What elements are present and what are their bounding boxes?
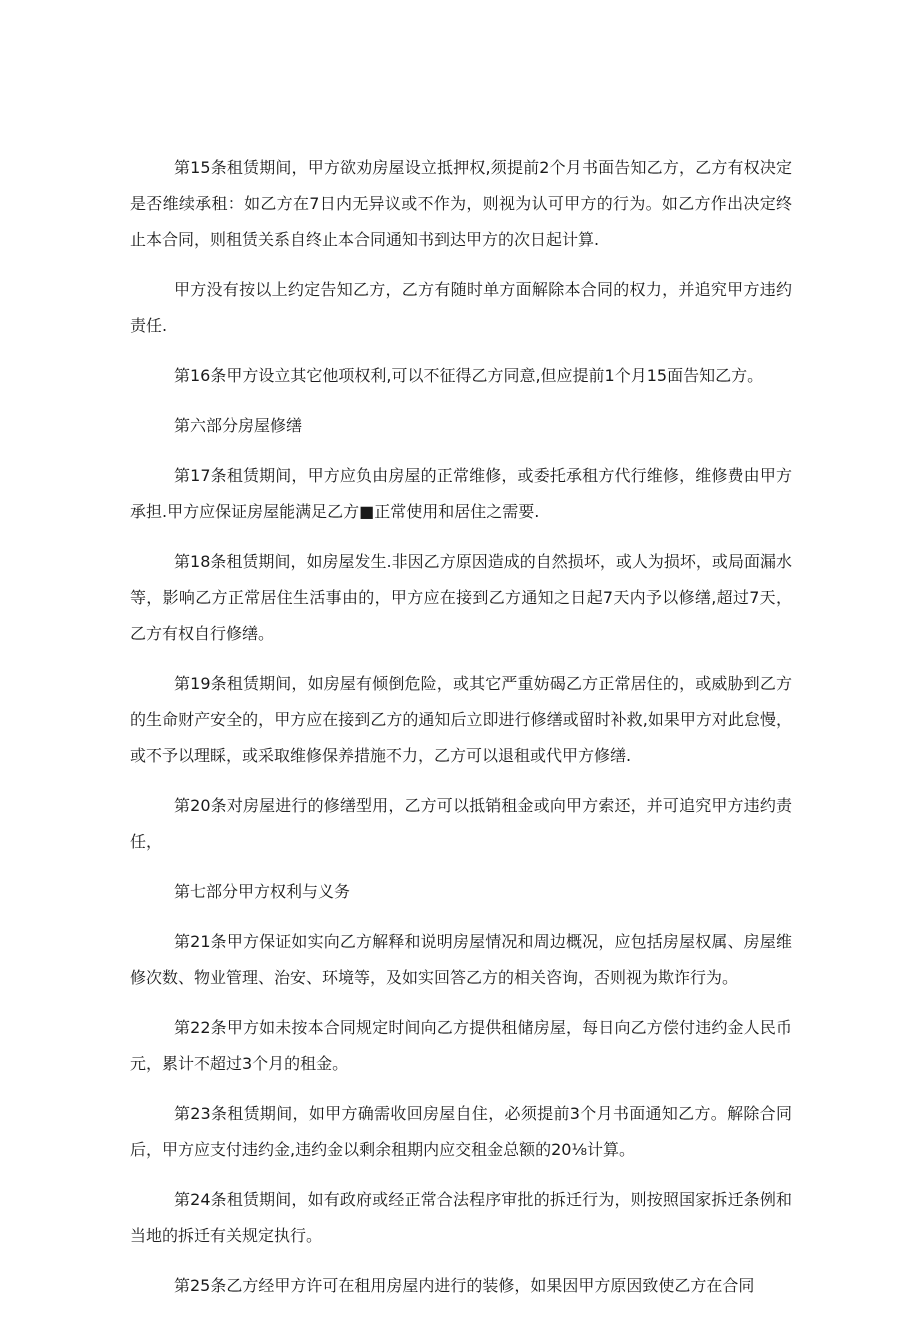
notice-breach-paragraph: 甲方没有按以上约定告知乙方，乙方有随时单方面解除本合同的权力，并追究甲方违约责任.: [130, 280, 792, 335]
article-24-paragraph: 第24条租赁期间，如有政府或经正常合法程序审批的拆迁行为，则按照国家拆迁条例和当地的拆迁有关规定执行。: [130, 1190, 792, 1245]
article-17-paragraph: 第17条租赁期间，甲方应负由房屋的正常维修，或委托承租方代行维修，维修费由甲方承担.甲方应保证房屋能满足乙方■正常使用和居住之需要.: [130, 466, 792, 521]
article-23-paragraph: 第23条租赁期间，如甲方确需收回房屋自住，必须提前3个月书面通知乙方。解除合同后，甲方应支付违约金,违约金以剩余租期内应交租金总额的20⅛计算。: [130, 1104, 792, 1159]
article-21-paragraph: 第21条甲方保证如实向乙方解释和说明房屋情况和周边概况，应包括房屋权属、房屋维修次数、物业管理、治安、环境等，及如实回答乙方的相关咨询，否则视为欺诈行为。: [130, 932, 792, 987]
article-19-paragraph: 第19条租赁期间，如房屋有倾倒危险，或其它严重妨碣乙方正常居住的，或威胁到乙方的生命财产安全的，甲方应在接到乙方的通知后立即进行修缮或留时补救,如果甲方对此怠慢，或不予以理睬，或采取维修保养措施不力，乙方可以退租或代甲方修缮.: [130, 674, 792, 765]
article-20-paragraph: 第20条对房屋进行的修缮型用，乙方可以抵销租金或向甲方索还，并可追究甲方违约责任，: [130, 796, 792, 851]
section-heading-landlord-rights: 第七部分甲方权利与义务: [174, 882, 351, 901]
article-15-paragraph: 第15条租赁期间，甲方欲劝房屋设立抵押权,须提前2个月书面告知乙方，乙方有权决定是否维续承租：如乙方在7日内无异议或不作为，则视为认可甲方的行为。如乙方作出决定终止本合同，则租赁关系自终止本合同通知书到达甲方的次日起计算.: [130, 158, 792, 249]
document-page: [130, 150, 792, 1318]
article-25-paragraph: 第25条乙方经甲方许可在租用房屋内进行的装修，如果因甲方原因致使乙方在合同: [174, 1276, 755, 1295]
article-16-paragraph: 第16条甲方设立其它他项权利,可以不征得乙方同意,但应提前1个月15面告知乙方。: [174, 366, 764, 385]
article-18-paragraph: 第18条租赁期间，如房屋发生.非因乙方原因造成的自然损坏，或人为损坏，或局面漏水等，影响乙方正常居住生活事由的，甲方应在接到乙方通知之日起7天内予以修缮,超过7天，乙方有权自行修缮。: [130, 552, 792, 643]
section-heading-repairs: 第六部分房屋修缮: [174, 416, 303, 435]
article-22-paragraph: 第22条甲方如未按本合同规定时间向乙方提供租储房屋，每日向乙方偿付违约金人民币元，累计不超过3个月的租金。: [130, 1018, 792, 1073]
